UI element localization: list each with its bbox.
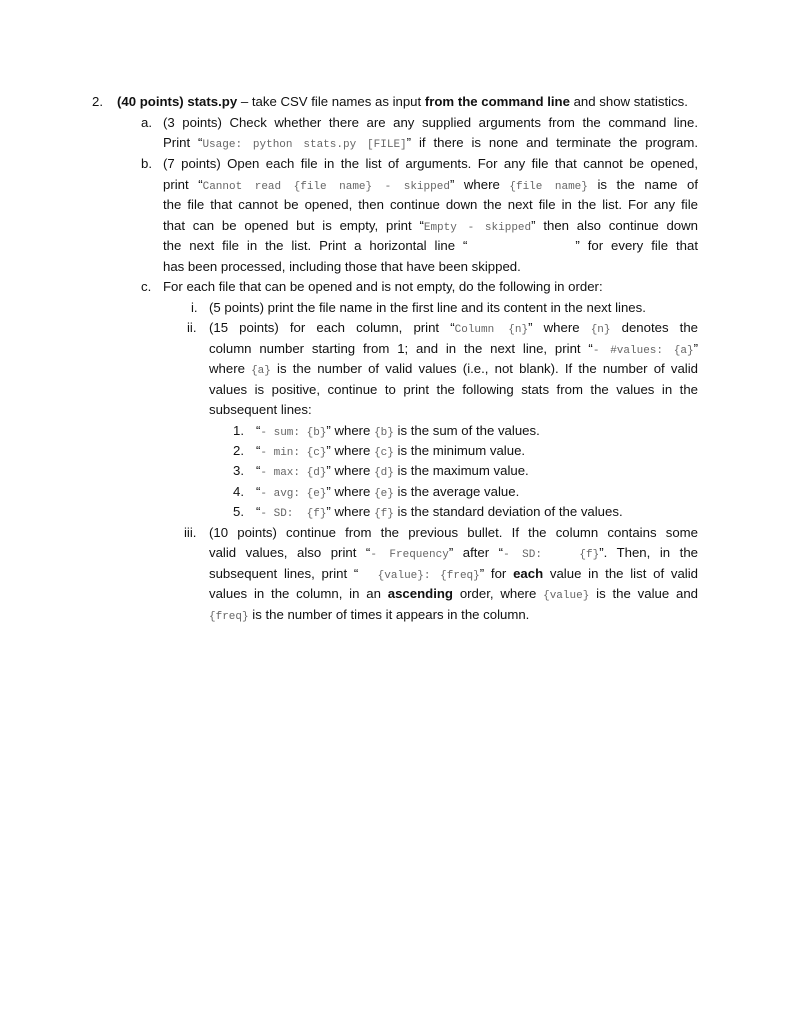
item-c-iii-line-2: valid values, also print “- Frequency” after “- SD: {f}”. Then, in the [209,545,698,561]
file-name-code: {file name} [509,181,588,193]
item-c-iii-line-3: subsequent lines, print “ {value}: {freq}” for each value in the list of valid [209,566,698,582]
stat-item-avg: “- avg: {e}” where {e} is the average value. [256,484,520,500]
frequency-code: - Frequency [370,549,449,561]
question-emphasis: from the command line [424,94,570,109]
item-b-line-4: that can be opened but is empty, print “Empty - skipped” then also continue down [163,218,698,234]
item-a-line-1: (3 points) Check whether there are any supplied arguments from the command line. [163,115,698,130]
item-b-line-2: print “Cannot read {file name} - skipped” where {file name} is the name of [163,177,698,193]
value-freq-code: {value}: {freq} [358,570,480,582]
item-a-line-2: Print “Usage: python stats.py [FILE]” if there is none and terminate the program. [163,135,698,151]
item-b-line-3: the file that cannot be opened, then continue down the next file in the list. For any file [163,197,698,212]
stat-item-max: “- max: {d}” where {d} is the maximum value. [256,463,529,479]
item-c-i-label: i. [191,300,198,315]
item-c-iii-label: iii. [184,525,197,540]
item-a-label: a. [141,115,152,130]
sd-code: - SD: {f} [503,549,600,561]
item-b-label: b. [141,156,152,171]
stat-item-min: “- min: {c}” where {c} is the minimum value. [256,443,526,459]
usage-code: Usage: python stats.py [FILE] [202,139,407,151]
column-code: Column {n} [454,324,529,336]
question-title: (40 points) stats.py – take CSV file names as input from the command line and show statistics. [117,94,688,109]
item-b-line-5: the next file in the list. Print a horizontal line “ ” for every file that [163,238,698,253]
n-code: {n} [590,324,611,336]
stat-item-num: 5. [233,504,244,519]
stat-item-num: 3. [233,463,244,478]
stat-item-num: 1. [233,423,244,438]
item-c-i-line-1: (5 points) print the file name in the first line and its content in the next lines. [209,300,646,315]
item-b-line-6: has been processed, including those that have been skipped. [163,259,521,274]
item-c-ii-line-5: subsequent lines: [209,402,312,417]
item-b-line-1: (7 points) Open each file in the list of arguments. For any file that cannot be opened, [163,156,698,171]
stat-item-num: 2. [233,443,244,458]
item-c-label: c. [141,279,152,294]
item-c-ii-line-1: (15 points) for each column, print “Column {n}” where {n} denotes the [209,320,698,336]
item-c-iii-line-5: {freq} is the number of times it appears in the column. [209,607,530,623]
freq-code: {freq} [209,611,249,623]
item-c-ii-line-3: where {a} is the number of valid values (i.e., not blank). If the number of valid [209,361,698,377]
item-c-line-1: For each file that can be opened and is not empty, do the following in order: [163,279,603,294]
value-code: {value} [543,590,590,602]
item-c-ii-line-4: values is positive, continue to print the following stats from the values in the [209,382,698,397]
a-code: {a} [251,365,271,377]
stat-item-sd: “- SD: {f}” where {f} is the standard deviation of the values. [256,504,623,520]
item-c-iii-line-4: values in the column, in an ascending order, where {value} is the value and [209,586,698,602]
question-number: 2. [92,94,103,109]
question-points-title: (40 points) stats.py [117,94,238,109]
item-c-ii-line-2: column number starting from 1; and in the next line, print “- #values: {a}” [209,341,698,357]
stat-item-sum: “- sum: {b}” where {b} is the sum of the values. [256,423,540,439]
item-c-ii-label: ii. [187,320,197,335]
item-c-iii-line-1: (10 points) continue from the previous bullet. If the column contains some [209,525,698,540]
empty-skipped-code: Empty - skipped [423,222,532,234]
cannot-read-code: Cannot read {file name} - skipped [202,181,450,193]
stat-item-num: 4. [233,484,244,499]
values-code: - #values: {a} [592,345,694,357]
